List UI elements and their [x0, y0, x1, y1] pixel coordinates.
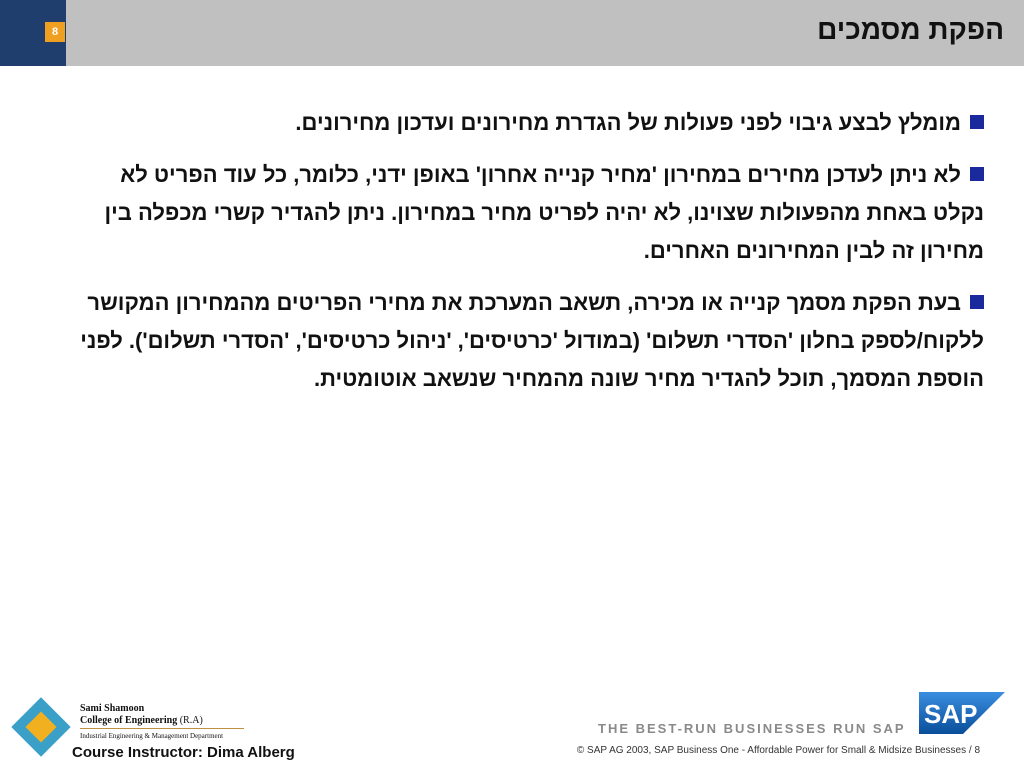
- sap-logo-text: SAP: [924, 699, 978, 729]
- divider: [80, 728, 244, 729]
- college-logo-block: [14, 698, 314, 768]
- bullet-item: [70, 284, 984, 398]
- course-instructor: Course Instructor: Dima Alberg: [72, 744, 295, 761]
- bullet-text: בעת הפקת מסמך קנייה או מכירה, תשאב המערכת את מחירי הפריטים מהמחירון המקושר ללקוח/לספק בחלון 'הסדרי תשלום' (במודול 'כרטיסים', 'ניהול כרטיסים', 'הסדרי תשלום'). לפני הוספת המסמך, תוכל להגדיר מחיר שונה מהמחיר שנשאב אוטומטית.: [80, 290, 984, 391]
- department-name: Industrial Engineering & Management Department: [80, 732, 224, 740]
- bullet-text: לא ניתן לעדכן מחירים במחירון 'מחיר קנייה אחרון' באופן ידני, כלומר, כל עוד הפריט לא נקלט באחת מהפעולות שצוינו, לא יהיה לפריט מחיר במחירון. ניתן להגדיר קשרי מכפלה בין מחירון זה לבין המחירונים האחרים.: [104, 162, 984, 263]
- bullet-item: [70, 156, 984, 270]
- bullet-list: [70, 104, 984, 412]
- square-bullet-icon: [970, 115, 984, 129]
- square-bullet-icon: [970, 167, 984, 181]
- college-name: College of Engineering (R.A): [80, 715, 203, 726]
- author-name: Sami Shamoon: [80, 703, 145, 714]
- sap-tagline: THE BEST-RUN BUSINESSES RUN SAP: [598, 721, 906, 736]
- copyright-notice: © SAP AG 2003, SAP Business One - Affordable Power for Small & Midsize Businesses / 8: [576, 745, 980, 756]
- sap-logo-icon: [919, 692, 1005, 734]
- bullet-item: [70, 104, 984, 142]
- page-number-badge: 8: [45, 22, 65, 42]
- bullet-text: מומלץ לבצע גיבוי לפני פעולות של הגדרת מחירונים ועדכון מחירונים.: [295, 110, 961, 135]
- square-bullet-icon: [970, 295, 984, 309]
- slide-title: הפקת מסמכים: [817, 14, 1004, 45]
